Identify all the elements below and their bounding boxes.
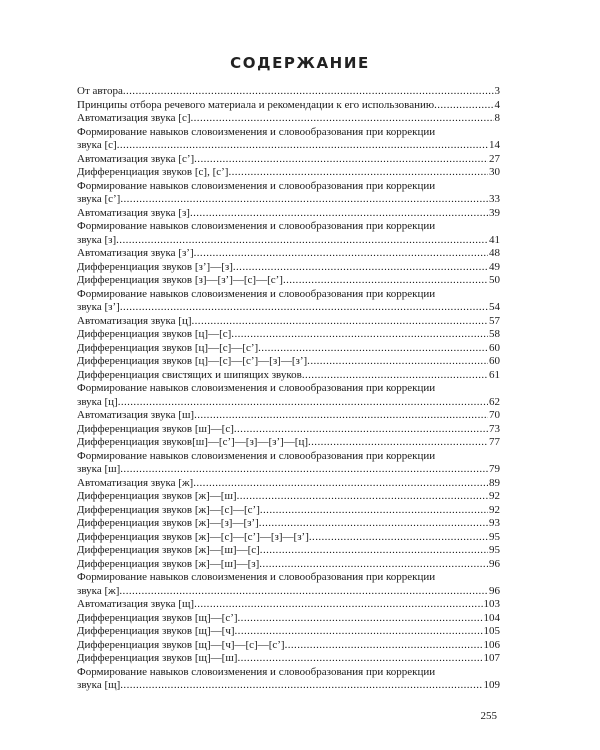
dot-leader xyxy=(238,612,483,626)
toc-entry xyxy=(77,126,500,153)
dot-leader xyxy=(434,99,493,113)
toc-entry-page: 30 xyxy=(489,166,500,178)
dot-leader xyxy=(308,436,488,450)
toc-entry xyxy=(77,612,500,626)
toc-entry-text: Дифференциация звуков [щ]—[ч]—[с]—[с’] xyxy=(77,638,285,651)
dot-leader xyxy=(259,517,488,531)
toc-entry xyxy=(77,639,500,653)
dot-leader xyxy=(120,679,482,693)
page-number: 255 xyxy=(480,710,497,722)
toc-entry-page: 92 xyxy=(489,503,500,516)
toc-entry-page: 48 xyxy=(489,247,500,259)
toc-entry-page: 62 xyxy=(489,395,500,408)
toc-entry xyxy=(77,423,500,437)
toc-entry xyxy=(77,558,500,572)
toc-entry-text: От автора xyxy=(77,85,123,97)
toc-entry-page: 104 xyxy=(483,611,500,624)
toc-entry xyxy=(77,261,500,275)
dot-leader xyxy=(194,247,488,261)
toc-entry-text: Автоматизация звука [с’] xyxy=(77,152,195,165)
toc-entry-text: Дифференциация звуков [з]—[з’]—[с]—[с’] xyxy=(77,274,283,286)
toc-entry-text-first-line: Формирование навыков словоизменения и словообразования при коррекции xyxy=(77,382,436,394)
toc-entry-page: 8 xyxy=(494,112,500,124)
toc-entry-page: 96 xyxy=(489,557,500,570)
toc-entry-page: 57 xyxy=(489,314,500,327)
dot-leader xyxy=(233,261,488,275)
dot-leader xyxy=(194,409,488,423)
toc-entry xyxy=(77,436,500,450)
toc-entry-page: 89 xyxy=(489,476,500,489)
toc-entry xyxy=(77,477,500,491)
toc-entry-page: 70 xyxy=(489,409,500,421)
toc-entry-text: Дифференциация звуков [ц]—[с]—[с’]—[з]—[з’] xyxy=(77,355,308,367)
toc-entry-page: 3 xyxy=(494,85,500,97)
toc-entry-page: 105 xyxy=(483,625,500,637)
toc-entry xyxy=(77,288,500,315)
toc-entry-text: Дифференциация звуков [щ]—[ч] xyxy=(77,625,235,637)
toc-entry-text: Дифференциация звуков [ж]—[ш]—[з] xyxy=(77,557,260,570)
toc-entry-page: 49 xyxy=(489,260,500,273)
toc-entry-page: 39 xyxy=(489,206,500,219)
dot-leader xyxy=(260,544,488,558)
dot-leader xyxy=(192,315,489,329)
toc-entry-text-first-line: Формирование навыков словоизменения и словообразования при коррекции xyxy=(77,449,436,462)
dot-leader xyxy=(118,396,488,410)
toc-entry xyxy=(77,598,500,612)
toc-entry xyxy=(77,220,500,247)
toc-entry-text: звука [с] xyxy=(77,139,117,151)
toc-entry-page: 60 xyxy=(489,341,500,354)
dot-leader xyxy=(231,328,488,342)
toc-entry-page: 33 xyxy=(489,193,500,205)
dot-leader xyxy=(234,423,488,437)
toc-entry-page: 14 xyxy=(489,139,500,151)
toc-entry xyxy=(77,369,500,383)
toc-entry-text: Автоматизация звука [щ] xyxy=(77,598,195,610)
toc-entry-page: 96 xyxy=(489,584,500,597)
toc-entry-text: Дифференциация звуков [ц]—[с] xyxy=(77,328,232,340)
dot-leader xyxy=(119,585,488,599)
toc-entry xyxy=(77,99,500,113)
toc-entry-text: Дифференциация свистящих и шипящих звуков xyxy=(77,368,302,381)
toc-entry-page: 60 xyxy=(489,355,500,367)
toc-entry-text: Автоматизация звука [ш] xyxy=(77,409,195,421)
toc-entry-page: 77 xyxy=(489,436,500,448)
toc-entry-text: Принципы отбора речевого материала и рекомендации к его использованию xyxy=(77,98,435,111)
toc-entry-text: Дифференциация звуков [щ]—[ш] xyxy=(77,652,238,664)
dot-leader xyxy=(285,639,483,653)
toc-entry-page: 4 xyxy=(494,98,500,111)
toc-entry-text-first-line: Формирование навыков словоизменения и словообразования при коррекции xyxy=(77,179,436,192)
toc-entry xyxy=(77,571,500,598)
toc-entry-text: звука [з’] xyxy=(77,301,120,313)
toc-entry xyxy=(77,342,500,356)
toc-entry-page: 58 xyxy=(489,328,500,340)
toc-entry xyxy=(77,382,500,409)
toc-entry-page: 95 xyxy=(489,530,500,543)
toc-entry-text: звука [ш] xyxy=(77,463,121,475)
toc-entry-page: 73 xyxy=(489,422,500,435)
toc-entry-text-first-line: Формирование навыков словоизменения и словообразования при коррекции xyxy=(77,220,436,232)
toc-entry-text-first-line: Формирование навыков словоизменения и словообразования при коррекции xyxy=(77,665,436,678)
dot-leader xyxy=(123,85,494,99)
toc-entry-page: 92 xyxy=(489,490,500,502)
toc-entry-text: Дифференциация звуков [ц]—[с]—[с’] xyxy=(77,341,259,354)
dot-leader xyxy=(228,166,488,180)
toc-entry xyxy=(77,544,500,558)
dot-leader xyxy=(194,153,488,167)
dot-leader xyxy=(237,490,488,504)
toc-entry xyxy=(77,355,500,369)
toc-entry-text-first-line: Формирование навыков словоизменения и словообразования при коррекции xyxy=(77,571,436,583)
dot-leader xyxy=(116,234,488,248)
toc-entry-text: звука [с’] xyxy=(77,193,121,205)
toc-entry-page: 50 xyxy=(489,274,500,286)
dot-leader xyxy=(235,625,483,639)
toc-entry-text: звука [ж] xyxy=(77,584,120,597)
toc-entry-text: Автоматизация звука [з] xyxy=(77,206,190,219)
dot-leader xyxy=(258,342,488,356)
toc-entry xyxy=(77,450,500,477)
page-title: СОДЕРЖАНИЕ xyxy=(230,54,370,72)
dot-leader xyxy=(259,558,488,572)
toc-entry-page: 109 xyxy=(483,679,500,691)
toc-entry-text: Дифференциация звуков[ш]—[с’]—[з]—[з’]—[ц] xyxy=(77,436,308,448)
toc-entry-text-first-line: Формирование навыков словоизменения и словообразования при коррекции xyxy=(77,287,436,300)
toc-entry-text: Дифференциация звуков [с], [с’] xyxy=(77,166,229,178)
toc-entry-text: Дифференциация звуков [ж]—[с]—[с’]—[з]—[з’] xyxy=(77,530,309,543)
toc-entry-text: звука [з] xyxy=(77,233,117,246)
toc-entry-page: 54 xyxy=(489,301,500,313)
toc-entry-text: Дифференциация звуков [ш]—[с] xyxy=(77,422,234,435)
dot-leader xyxy=(260,504,488,518)
toc-entry-page: 103 xyxy=(483,598,500,610)
toc-entry-text: Дифференциация звуков [щ]—[с’] xyxy=(77,611,238,624)
toc-entry-text: Дифференциация звуков [ж]—[с]—[с’] xyxy=(77,503,260,516)
toc-entry-text: Автоматизация звука [з’] xyxy=(77,247,194,259)
toc-entry-text: Дифференциация звуков [ж]—[ш]—[с] xyxy=(77,544,260,556)
toc-entry-text: звука [ц] xyxy=(77,395,118,408)
toc-entry xyxy=(77,166,500,180)
toc-entry xyxy=(77,517,500,531)
dot-leader xyxy=(193,477,488,491)
toc-entry-text: Автоматизация звука [с] xyxy=(77,112,191,124)
toc-entry xyxy=(77,625,500,639)
toc-entry-page: 27 xyxy=(489,152,500,165)
dot-leader xyxy=(190,207,488,221)
toc-entry-page: 61 xyxy=(489,368,500,381)
toc-entry-page: 95 xyxy=(489,544,500,556)
toc-entry xyxy=(77,504,500,518)
table-of-contents xyxy=(77,85,500,693)
toc-entry-page: 41 xyxy=(489,233,500,246)
toc-entry-text: Автоматизация звука [ц] xyxy=(77,314,192,327)
toc-entry xyxy=(77,85,500,99)
dot-leader xyxy=(191,112,494,126)
toc-entry-text-first-line: Формирование навыков словоизменения и словообразования при коррекции xyxy=(77,125,436,138)
toc-entry xyxy=(77,153,500,167)
toc-entry xyxy=(77,315,500,329)
toc-entry-page: 93 xyxy=(489,517,500,529)
toc-entry-text: Дифференциация звуков [з’]—[з] xyxy=(77,260,233,273)
toc-entry xyxy=(77,328,500,342)
toc-entry xyxy=(77,531,500,545)
dot-leader xyxy=(283,274,488,288)
toc-entry-text: Дифференциация звуков [ж]—[ш] xyxy=(77,490,237,502)
dot-leader xyxy=(307,355,488,369)
toc-entry-page: 107 xyxy=(483,652,500,664)
dot-leader xyxy=(237,652,482,666)
toc-entry xyxy=(77,207,500,221)
dot-leader xyxy=(117,139,488,153)
toc-entry xyxy=(77,666,500,693)
dot-leader xyxy=(194,598,482,612)
dot-leader xyxy=(120,463,488,477)
dot-leader xyxy=(302,369,488,383)
toc-entry-text: звука [щ] xyxy=(77,679,121,691)
toc-entry-text: Автоматизация звука [ж] xyxy=(77,476,194,489)
toc-entry xyxy=(77,112,500,126)
toc-entry xyxy=(77,409,500,423)
toc-entry xyxy=(77,652,500,666)
dot-leader xyxy=(120,193,488,207)
toc-entry xyxy=(77,180,500,207)
toc-entry-page: 79 xyxy=(489,463,500,475)
toc-entry xyxy=(77,247,500,261)
dot-leader xyxy=(120,301,488,315)
toc-entry xyxy=(77,274,500,288)
toc-entry xyxy=(77,490,500,504)
dot-leader xyxy=(309,531,488,545)
toc-entry-text: Дифференциация звуков [ж]—[з]—[з’] xyxy=(77,517,259,529)
toc-entry-page: 106 xyxy=(483,638,500,651)
